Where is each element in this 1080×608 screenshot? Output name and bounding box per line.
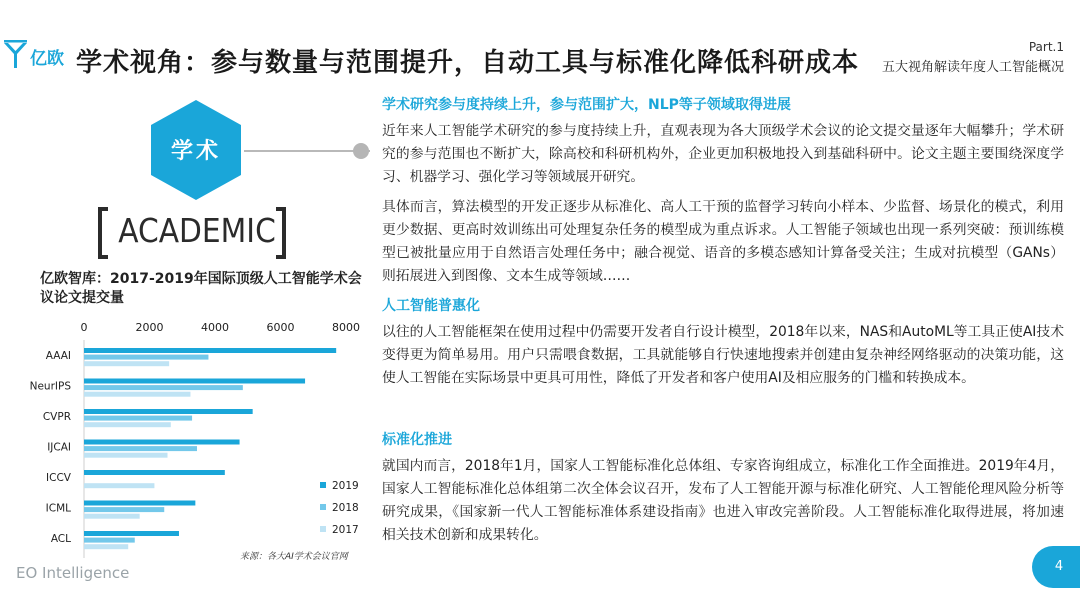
part-subtitle: 五大视角解读年度人工智能概况 (881, 60, 1064, 75)
bar-2019 (84, 470, 225, 475)
bar-2019 (84, 409, 253, 414)
x-tick-label: 4000 (201, 321, 229, 334)
section-paragraph: 近年来人工智能学术研究的参与度持续上升，直观表现为各大顶级学术会议的论文提交量逐年大幅攀升；学术研究的参与范围也不断扩大，除高校和科研机构外，企业更加积极地投入到基础科研中。论文主题主要围绕深度学习、机器学习、强化学习等领域展开研究。 (382, 123, 1064, 185)
x-tick-label: 0 (80, 321, 88, 334)
section-standardization (382, 429, 1064, 554)
section-heading: 人工智能普惠化 (382, 298, 480, 314)
legend-label: 2019 (332, 480, 359, 492)
section-heading: 标准化推进 (382, 432, 452, 448)
legend-label: 2018 (332, 502, 359, 514)
x-tick-label: 8000 (332, 321, 360, 334)
section-paragraph: 具体而言，算法模型的开发正逐步从标准化、高人工干预的监督学习转向小样本、少监督、场景化的模式，利用更少数据、更高时效训练出可处理复杂任务的模型成为重点诉求。人工智能子领域也出现一系列突破：预训练模型已被批量应用于自然语言处理任务中；融合视觉、语音的多模态感知计算备受关注；生成对抗模型（GANs）则拓展进入到图像、文本生成等领域…… (382, 199, 1064, 284)
bar-2017 (84, 453, 168, 458)
legend-swatch (320, 504, 326, 510)
x-tick-label: 2000 (135, 321, 164, 334)
part-label: Part.1 (1028, 40, 1064, 54)
bar-2019 (84, 348, 336, 353)
badge-label: 学术 (170, 139, 221, 164)
academic-badge (148, 98, 244, 202)
legend-label: 2017 (332, 524, 359, 536)
academic-word-text: ACADEMIC (118, 211, 276, 250)
section-heading: 学术研究参与度持续上升，参与范围扩大，NLP等子领域取得进展 (382, 97, 791, 113)
category-label: ACL (50, 533, 71, 545)
section-ai-democratization (382, 295, 1064, 397)
bar-2018 (84, 507, 164, 512)
bar-2017 (84, 544, 128, 549)
bar-2019 (84, 379, 305, 384)
header (0, 0, 1080, 80)
bar-2018 (84, 355, 208, 360)
logo (2, 40, 68, 76)
bar-2017 (84, 514, 140, 519)
bracket-right (276, 207, 286, 259)
chart-title: 亿欧智库：2017-2019年国际顶级人工智能学术会议论文提交量 (40, 271, 362, 306)
bar-chart (29, 318, 380, 566)
bar-2018 (84, 446, 197, 451)
x-tick-label: 6000 (266, 321, 295, 334)
legend-swatch (320, 526, 326, 532)
bracket-left (98, 207, 108, 259)
bar-2019 (84, 501, 195, 506)
chart-source: 来源：各大AI学术会议官网 (240, 552, 348, 562)
page-title: 学术视角：参与数量与范围提升，自动工具与标准化降低科研成本 (76, 48, 860, 78)
category-label: AAAI (45, 350, 71, 362)
footer-brand: EO Intelligence (16, 564, 130, 582)
legend-swatch (320, 482, 326, 488)
category-label: IJCAI (47, 441, 71, 454)
bar-2018 (84, 538, 135, 543)
category-label: ICML (45, 502, 71, 515)
logo-text: 亿欧 (30, 49, 64, 69)
connector-line (244, 150, 370, 152)
section-paragraph: 以往的人工智能框架在使用过程中仍需要开发者自行设计模型，2018年以来，NAS和AutoML等工具正使AI技术变得更为简单易用。用户只需喂食数据，工具就能够自行快速地搜索并创建由复杂神经网络驱动的决策功能，这使人工智能在实际场景中更具可用性，降低了开发者和客户使用AI及相应服务的门槛和转换成本。 (382, 324, 1064, 386)
section-academic-progress (382, 94, 1064, 295)
bar-2017 (84, 392, 190, 397)
bar-2017 (84, 422, 171, 427)
bar-2018 (84, 385, 243, 390)
bar-2019 (84, 440, 240, 445)
connector-dot (353, 143, 369, 159)
category-label: NeurIPS (29, 380, 71, 393)
category-label: CVPR (42, 411, 71, 423)
bar-2017 (84, 483, 154, 488)
logo-icon (2, 40, 28, 70)
section-paragraph: 就国内而言，2018年1月，国家人工智能标准化总体组、专家咨询组成立，标准化工作全面推进。2019年4月，国家人工智能标准化总体组第二次全体会议召开，发布了人工智能开源与标准化研究、人工智能伦理风险分析等研究成果，《国家新一代人工智能标准体系建设指南》也进入审改完善阶段。人工智能标准化取得进展，将加速相关技术创新和成果转化。 (382, 458, 1064, 543)
page-number: 4 (1032, 546, 1080, 588)
bar-2017 (84, 361, 169, 366)
academic-word (98, 207, 286, 259)
bar-2018 (84, 416, 192, 421)
bar-2019 (84, 531, 179, 536)
category-label: ICCV (46, 472, 71, 484)
